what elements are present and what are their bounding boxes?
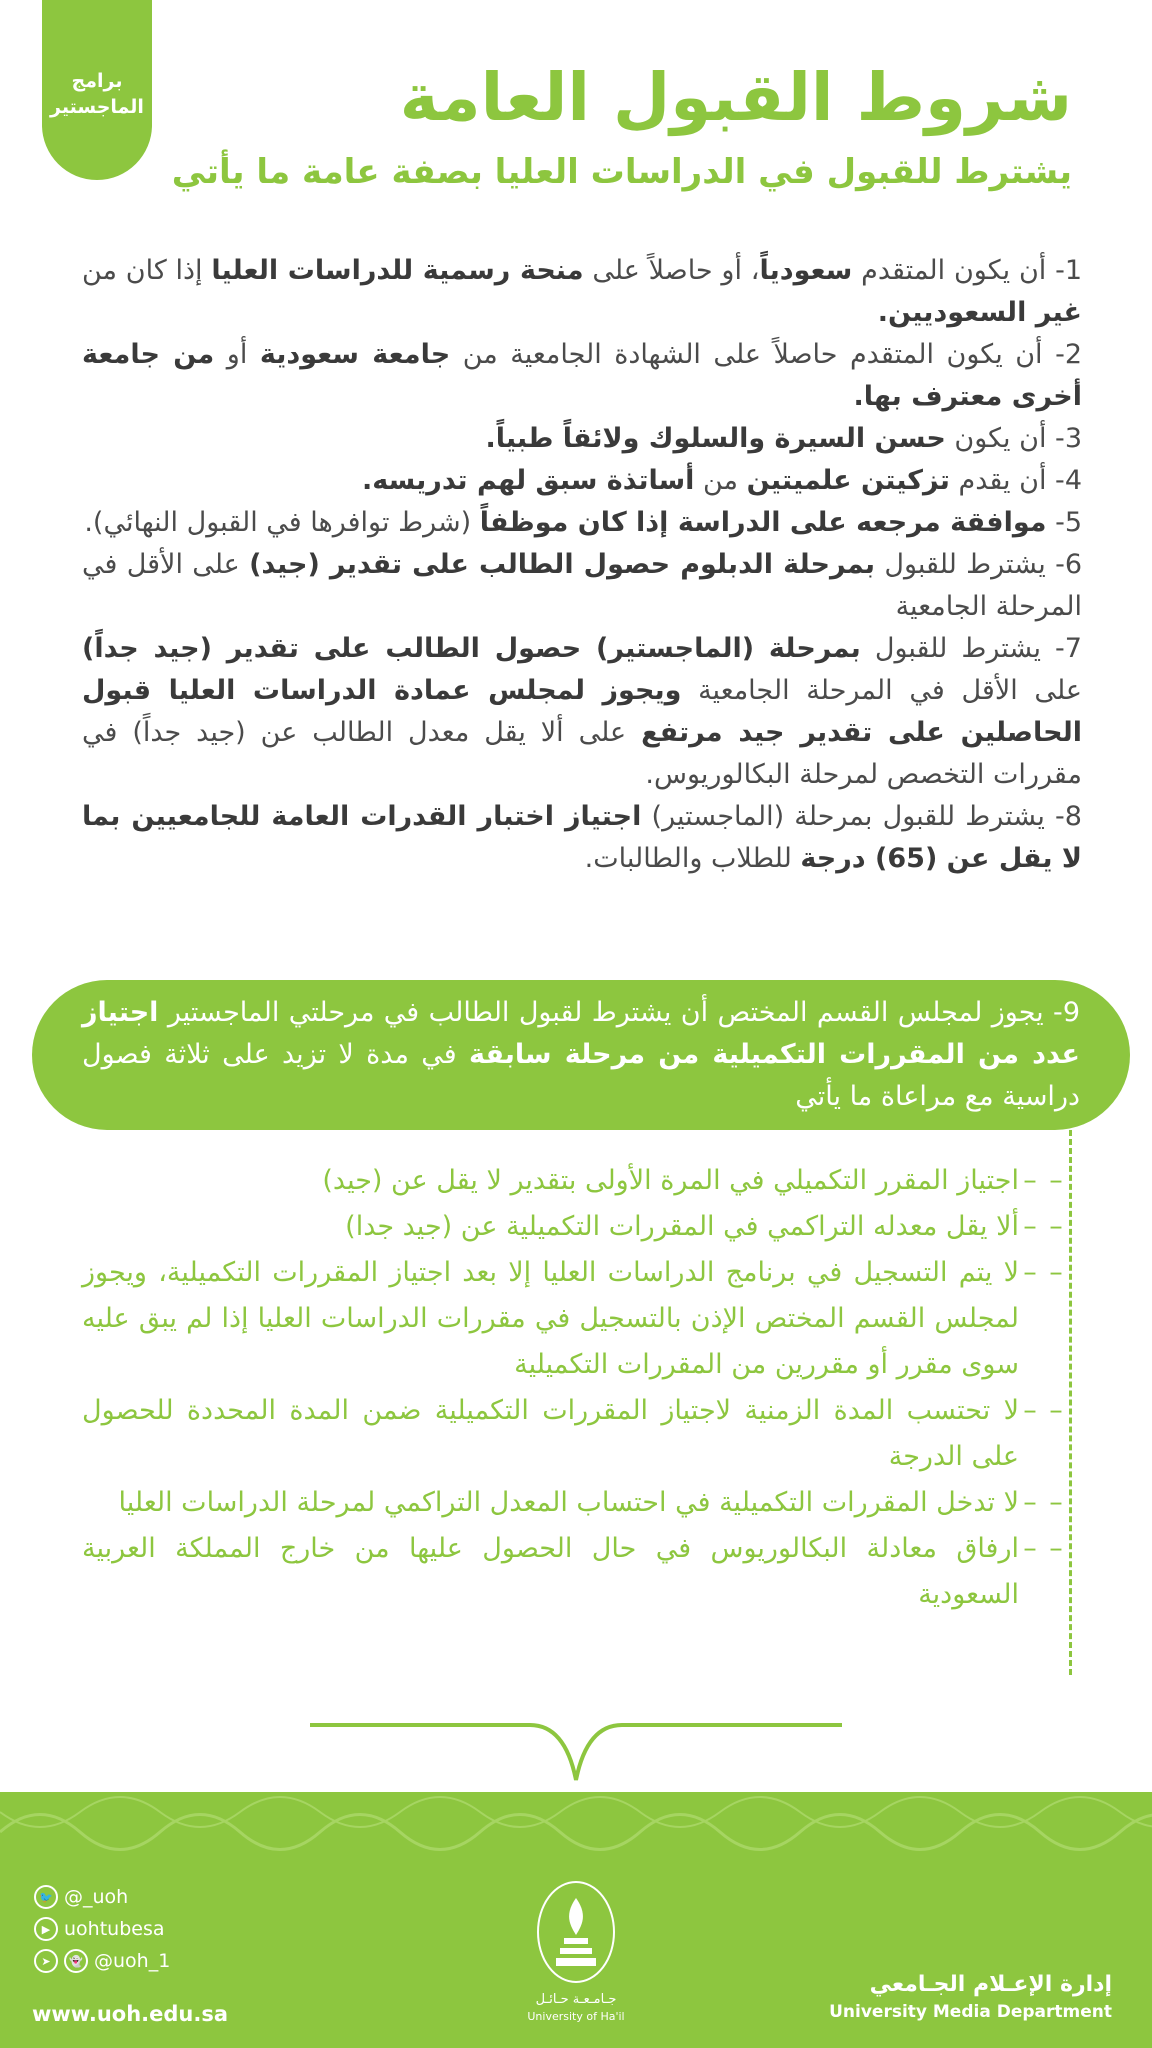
social-links	[34, 1882, 170, 1978]
dash-bullet: – –	[1023, 1257, 1065, 1288]
badge-line-2: الماجستير	[50, 96, 144, 118]
subconditions-list	[72, 1130, 1072, 1675]
dash-bullet: – –	[1023, 1395, 1065, 1426]
condition-2: 2- أن يكون المتقدم حاصلاً على الشهادة الجامعية من جامعة سعودية أو من جامعة أخرى معترف بها.	[82, 339, 1082, 412]
dash-bullet: – –	[1023, 1487, 1065, 1518]
page-subtitle: يشترط للقبول في الدراسات العليا بصفة عامة ما يأتي	[171, 152, 1072, 192]
condition-3: 3- أن يكون حسن السيرة والسلوك ولائقاً طبياً.	[485, 423, 1082, 454]
footer-pattern	[0, 1792, 1152, 1852]
youtube-link[interactable]: ▶ uohtubesa	[34, 1914, 170, 1944]
condition-9-box: 9- يجوز لمجلس القسم المختص أن يشترط لقبول الطالب في مرحلتي الماجستير اجتياز عدد من المقررات التكميلية من مرحلة سابقة في مدة لا تزيد على ثلاثة فصول دراسية مع مراعاة ما يأتي	[32, 980, 1130, 1130]
condition-5: 5- موافقة مرجعه على الدراسة إذا كان موظفاً (شرط توافرها في القبول النهائي).	[84, 507, 1082, 538]
condition-1: 1- أن يكون المتقدم سعودياً، أو حاصلاً على منحة رسمية للدراسات العليا إذا كان من غير السعوديين.	[82, 255, 1082, 328]
telegram-snapchat-link[interactable]: ➤ 👻 @uoh_1	[34, 1946, 170, 1976]
university-name-ar: جـامـعـة حـائـل	[535, 1992, 617, 2007]
conditions-list	[82, 250, 1082, 880]
subcondition-item: – – ارفاق معادلة البكالوريوس في حال الحصول عليها من خارج المملكة العربية السعودية	[72, 1526, 1069, 1618]
youtube-icon: ▶	[34, 1917, 58, 1941]
twitter-icon: 🐦	[34, 1885, 58, 1909]
condition-7: 7- يشترط للقبول بمرحلة (الماجستير) حصول الطالب على تقدير (جيد جداً) على الأقل في المرحلة الجامعية ويجوز لمجلس عمادة الدراسات العليا قبول الحاصلين على تقدير جيد مرتفع على ألا يقل معدل الطالب عن (جيد جداً) في مقررات التخصص لمرحلة البكالوريوس.	[82, 633, 1082, 790]
twitter-link[interactable]: 🐦 @_uoh	[34, 1882, 170, 1912]
footer	[0, 1792, 1152, 2048]
subcondition-item: – – ألا يقل معدله التراكمي في المقررات التكميلية عن (جيد جدا)	[72, 1204, 1069, 1250]
condition-6: 6- يشترط للقبول بمرحلة الدبلوم حصول الطالب على تقدير (جيد) على الأقل في المرحلة الجامعية	[82, 549, 1082, 622]
department-name-ar: إدارة الإعـلام الجـامعي	[869, 1972, 1112, 1997]
university-logo-icon	[534, 1880, 618, 1990]
university-name-en: University of Ha'il	[527, 2010, 625, 2023]
website-link[interactable]: www.uoh.edu.sa	[32, 2002, 229, 2026]
dash-bullet: – –	[1023, 1211, 1065, 1242]
divider-ornament	[300, 1705, 852, 1795]
subcondition-item: – – لا يتم التسجيل في برنامج الدراسات العليا إلا بعد اجتياز المقررات التكميلية، ويجوز لمجلس القسم المختص الإذن بالتسجيل في مقررات الدراسات العليا إذا لم يبق عليه سوى مقرر أو مقررين من المقررات التكميلية	[72, 1250, 1069, 1388]
dash-bullet: – –	[1023, 1165, 1065, 1196]
dash-bullet: – –	[1023, 1533, 1065, 1564]
page-title: شروط القبول العامة	[399, 59, 1072, 136]
subcondition-item: – – اجتياز المقرر التكميلي في المرة الأولى بتقدير لا يقل عن (جيد)	[72, 1158, 1069, 1204]
badge-line-1: برامج	[71, 70, 123, 93]
subcondition-item: – – لا تحتسب المدة الزمنية لاجتياز المقررات التكميلية ضمن المدة المحددة للحصول على الدرجة	[72, 1388, 1069, 1480]
condition-4: 4- أن يقدم تزكيتن علميتين من أساتذة سبق لهم تدريسه.	[362, 465, 1082, 496]
subcondition-item: – – لا تدخل المقررات التكميلية في احتساب المعدل التراكمي لمرحلة الدراسات العليا	[72, 1480, 1069, 1526]
condition-8: 8- يشترط للقبول بمرحلة (الماجستير) اجتياز اختبار القدرات العامة للجامعيين بما لا يقل عن (65) درجة للطلاب والطالبات.	[82, 801, 1082, 874]
telegram-icon: ➤	[34, 1949, 58, 1973]
department-name-en: University Media Department	[829, 2002, 1112, 2022]
snapchat-icon: 👻	[64, 1949, 88, 1973]
